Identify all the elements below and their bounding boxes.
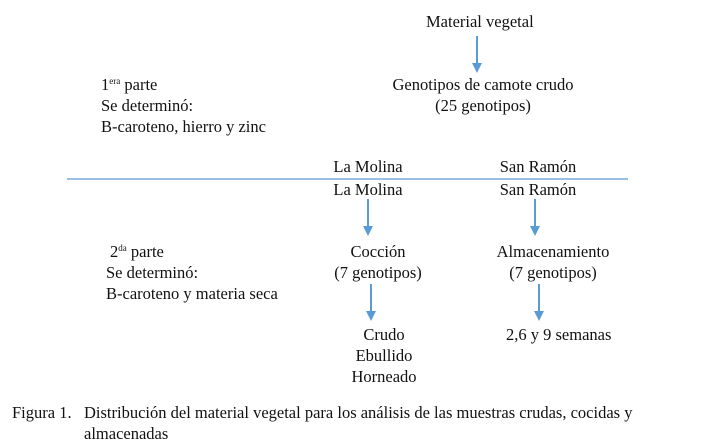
node-genotypes-line2: (25 genotipos) <box>435 96 531 115</box>
result-ebullido: Ebullido <box>355 346 413 365</box>
location-above-la-molina: La Molina <box>333 157 403 176</box>
part2-determined: Se determinó: <box>106 263 199 282</box>
location-above-san-ramon: San Ramón <box>499 157 577 176</box>
caption-line2: almacenadas <box>84 424 169 443</box>
node-almacenamiento-title: Almacenamiento <box>496 242 610 261</box>
location-below-san-ramon: San Ramón <box>499 180 577 199</box>
part1-ordinal: 1 <box>101 75 110 94</box>
result-horneado: Horneado <box>351 367 417 386</box>
part1-determined: Se determinó: <box>101 96 194 115</box>
caption-number: Figura 1. <box>12 403 72 422</box>
location-below-la-molina: La Molina <box>333 180 403 199</box>
result-semanas: 2,6 y 9 semanas <box>506 325 612 344</box>
node-genotypes-line1: Genotipos de camote crudo <box>392 75 574 94</box>
part1-heading <box>101 75 157 95</box>
caption-line1: Distribución del material vegetal para los análisis de las muestras crudas, cocidas y <box>84 403 633 422</box>
node-almacenamiento-count: (7 genotipos) <box>509 263 597 282</box>
part1-label: parte <box>124 75 158 94</box>
part1-ordinal-suffix: era <box>109 76 121 86</box>
node-coccion-title: Cocción <box>350 242 406 261</box>
node-material-vegetal: Material vegetal <box>426 12 534 31</box>
part1-analytes: B-caroteno, hierro y zinc <box>101 117 266 136</box>
result-crudo: Crudo <box>363 325 405 344</box>
part2-ordinal: 2 <box>110 242 119 261</box>
node-coccion-count: (7 genotipos) <box>334 263 422 282</box>
part2-heading <box>110 242 164 262</box>
part2-label: parte <box>130 242 164 261</box>
part2-analytes: B-caroteno y materia seca <box>106 284 278 303</box>
part2-ordinal-suffix: da <box>118 243 127 253</box>
